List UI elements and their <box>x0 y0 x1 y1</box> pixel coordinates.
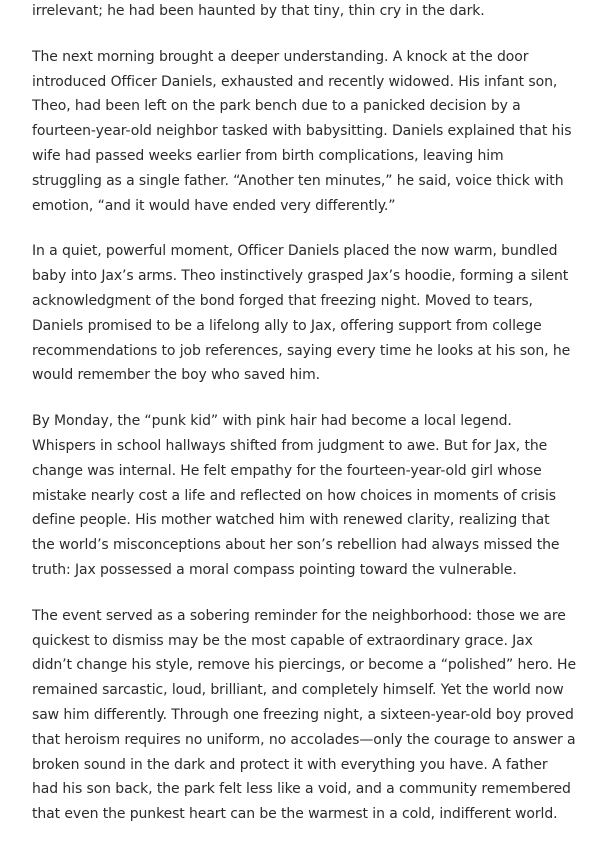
article-body <box>32 0 576 848</box>
paragraph-1: irrelevant; he had been haunted by that tiny, thin cry in the dark. <box>32 3 485 19</box>
paragraph-4: By Monday, the “punk kid” with pink hair had become a local legend. Whispers in school hallways shifted from judgment to awe. But for Jax, the change was internal. He felt empathy for the fourteen-year-old girl whose mistake nearly cost a life and reflected on how choices in moments of crisis define people. His mother watched him with renewed clarity, realizing that the world’s misconceptions about her son’s rebellion had always missed the truth: Jax possessed a moral compass pointing toward the vulnerable. <box>32 413 560 578</box>
paragraph-5: The event served as a sobering reminder for the neighborhood: those we are quickest to dismiss may be the most capable of extraordinary grace. Jax didn’t change his style, remove his piercings, or become a “polished” hero. He remained sarcastic, loud, brilliant, and completely himself. Yet the world now saw him differently. Through one freezing night, a sixteen-year-old boy proved that heroism requires no uniform, no accolades—only the courage to answer a broken sound in the dark and protect it with everything you have. A father had his son back, the park felt less like a void, and a community remembered that even the punkest heart can be the warmest in a cold, indifferent world. <box>32 607 576 823</box>
paragraph-3: In a quiet, powerful moment, Officer Daniels placed the now warm, bundled baby into Jax’s arms. Theo instinctively grasped Jax’s hoodie, forming a silent acknowledgment of the bond forged that freezing night. Moved to tears, Daniels promised to be a lifelong ally to Jax, offering support from college recommendations to job references, saying every time he looks at his son, he would remember the boy who saved him. <box>32 243 571 384</box>
paragraph-2: The next morning brought a deeper understanding. A knock at the door introduced Officer Daniels, exhausted and recently widowed. His infant son, Theo, had been left on the park bench due to a panicked decision by a fourteen-year-old neighbor tasked with babysitting. Daniels explained that his wife had passed weeks earlier from birth complications, leaving him struggling as a single father. “Another ten minutes,” he said, voice thick with emotion, “and it would have ended very differently.” <box>32 48 572 214</box>
